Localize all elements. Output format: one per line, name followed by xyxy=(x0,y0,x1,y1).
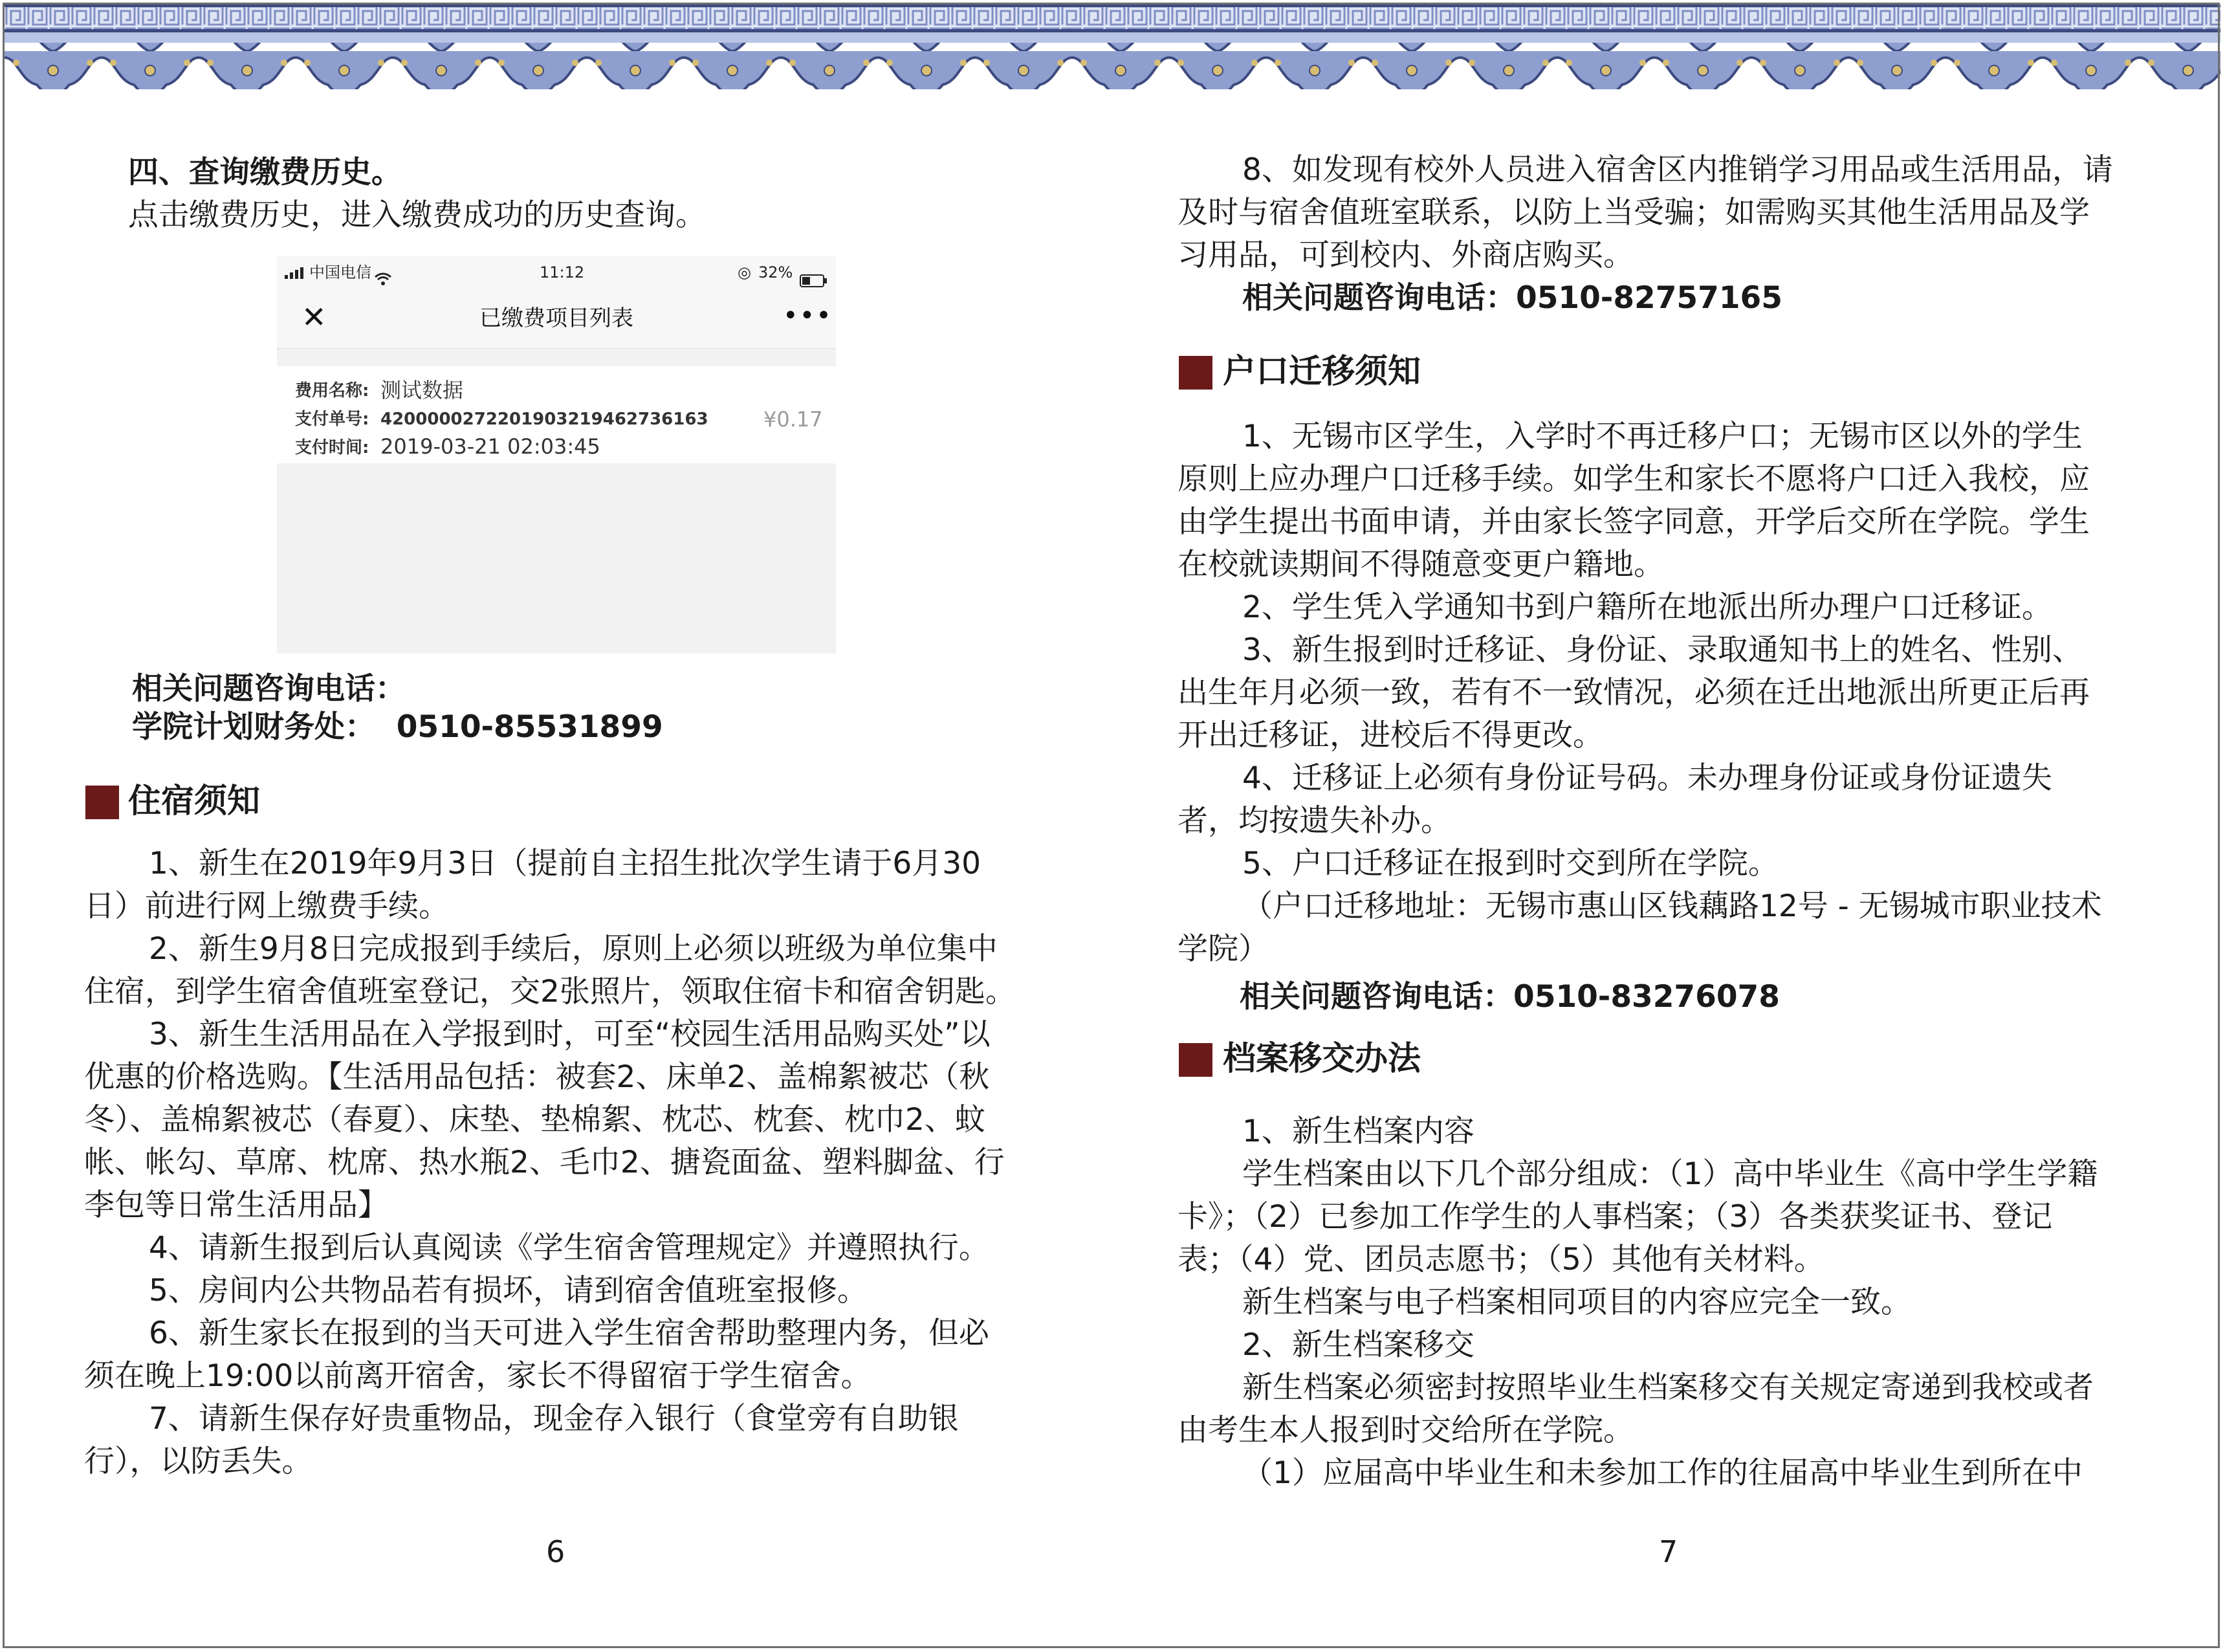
hukou-line: 1、无锡市区学生，入学时不再迁移户口；无锡市区以外的学生 xyxy=(1242,419,2083,454)
housing-line: 须在晚上19:00以前离开宿舍，家长不得留宿于学生宿舍。 xyxy=(84,1358,871,1394)
housing-line: 住宿，到学生宿舍值班室登记，交2张照片，领取住宿卡和宿舍钥匙。 xyxy=(84,974,1016,1009)
payment-history-screenshot xyxy=(277,256,836,654)
hukou-line: 2、学生凭入学通知书到户籍所在地派出所办理户口迁移证。 xyxy=(1242,589,2052,625)
fee-name-value: 测试数据 xyxy=(380,378,464,402)
archive-line: （1）应届高中毕业生和未参加工作的往届高中毕业生到所在中 xyxy=(1242,1455,2083,1491)
housing-line: 日）前进行网上缴费手续。 xyxy=(84,888,449,924)
housing-line: 5、房间内公共物品若有损坏，请到宿舍值班室报修。 xyxy=(149,1273,868,1308)
housing-line: 冬）、盖棉絮被芯（春夏）、床垫、垫棉絮、枕芯、枕套、枕巾2、蚊 xyxy=(84,1102,985,1138)
housing-line: 1、新生在2019年9月3日（提前自主招生批次学生请于6月30 xyxy=(149,846,981,881)
housing-heading: 住宿须知 xyxy=(128,782,261,820)
archive-line: 新生档案必须密封按照毕业生档案移交有关规定寄递到我校或者 xyxy=(1242,1370,2094,1405)
hukou-line: 学院） xyxy=(1178,931,1269,967)
housing-line: 行），以防丢失。 xyxy=(84,1444,312,1479)
phone-nav-bar xyxy=(277,289,836,349)
payment-time-label: 支付时间: xyxy=(295,438,369,457)
hukou-line: 开出迁移证，进校后不得更改。 xyxy=(1178,718,1603,753)
order-number-value: 4200000272201903219462736163 xyxy=(380,410,708,429)
page-number: 7 xyxy=(1659,1534,1678,1569)
hukou-line: 由学生提出书面申请，并由家长签字同意，开学后交所在学院。学生 xyxy=(1178,504,2090,540)
housing-line: 3、新生生活用品在入学报到时，可至“校园生活用品购买处”以 xyxy=(149,1017,991,1052)
close-icon[interactable]: ✕ xyxy=(301,300,327,335)
hukou-line: 在校就读期间不得随意变更户籍地。 xyxy=(1178,547,1664,582)
hukou-line: 5、户口迁移证在报到时交到所在学院。 xyxy=(1242,846,1779,881)
archive-line: 新生档案与电子档案相同项目的内容应完全一致。 xyxy=(1242,1284,1911,1320)
finance-contact-line: 学院计划财务处： 0510-85531899 xyxy=(132,709,663,745)
hukou-contact: 相关问题咨询电话：0510-83276078 xyxy=(1240,979,1780,1015)
dorm-contact: 相关问题咨询电话：0510-82757165 xyxy=(1242,280,1782,316)
archive-heading: 档案移交办法 xyxy=(1223,1040,1421,1078)
hukou-line: 原则上应办理户口迁移手续。如学生和家长不愿将户口迁入我校，应 xyxy=(1178,461,2090,497)
housing-line: 4、请新生报到后认真阅读《学生宿舍管理规定》并遵照执行。 xyxy=(149,1230,989,1266)
dorm-notice-line: 习用品，可到校内、外商店购买。 xyxy=(1178,237,1634,273)
finance-contact-label: 相关问题咨询电话： xyxy=(132,671,406,707)
housing-line: 优惠的价格选购。【生活用品包括：被套2、床单2、盖棉絮被芯（秋 xyxy=(84,1059,990,1095)
hukou-line: 3、新生报到时迁移证、身份证、录取通知书上的姓名、性别、 xyxy=(1242,632,2083,668)
hukou-line: （户口迁移地址：无锡市惠山区钱藕路12号 - 无锡城市职业技术 xyxy=(1242,888,2102,924)
battery-percent: 32% xyxy=(758,263,793,281)
housing-line: 6、新生家长在报到的当天可进入学生宿舍帮助整理内务，但必 xyxy=(149,1316,989,1351)
archive-line: 由考生本人报到时交给所在学院。 xyxy=(1178,1413,1634,1448)
housing-line: 帐、帐勾、草席、枕席、热水瓶2、毛巾2、搪瓷面盆、塑料脚盆、行 xyxy=(84,1145,1005,1180)
signal-icon xyxy=(285,256,304,289)
hukou-line: 者，均按遗失补办。 xyxy=(1178,803,1451,839)
dorm-notice-line: 及时与宿舍值班室联系，以防上当受骗；如需购买其他生活用品及学 xyxy=(1178,195,2090,230)
section-marker xyxy=(85,786,119,819)
section4-title: 四、查询缴费历史。 xyxy=(128,155,402,190)
page-number: 6 xyxy=(546,1534,565,1569)
section4-description: 点击缴费历史，进入缴费成功的历史查询。 xyxy=(128,197,706,233)
phone-status-bar xyxy=(277,256,836,289)
housing-line: 李包等日常生活用品】 xyxy=(84,1187,388,1223)
hukou-line: 4、迁移证上必须有身份证号码。未办理身份证或身份证遗失 xyxy=(1242,760,2052,796)
payment-record-card[interactable] xyxy=(277,366,836,463)
archive-line: 1、新生档案内容 xyxy=(1242,1114,1474,1149)
orientation-lock-icon: ◎ xyxy=(738,263,751,281)
archive-line: 卡》；（2）已参加工作学生的人事档案；（3）各类获奖证书、登记 xyxy=(1178,1199,2053,1235)
archive-line: 学生档案由以下几个部分组成：（1）高中毕业生《高中学生学籍 xyxy=(1242,1156,2098,1192)
hukou-heading: 户口迁移须知 xyxy=(1223,353,1421,391)
housing-line: 7、请新生保存好贵重物品，现金存入银行（食堂旁有自助银 xyxy=(149,1401,959,1437)
section-marker xyxy=(1179,356,1212,390)
dorm-notice-line: 8、如发现有校外人员进入宿舍区内推销学习用品或生活用品，请 xyxy=(1242,152,2113,188)
carrier-name: 中国电信 xyxy=(309,263,371,281)
section-marker xyxy=(1179,1043,1212,1077)
fee-name-label: 费用名称: xyxy=(295,381,369,401)
status-time: 11:12 xyxy=(540,263,585,281)
archive-line: 2、新生档案移交 xyxy=(1242,1327,1474,1363)
archive-line: 表；（4）党、团员志愿书；（5）其他有关材料。 xyxy=(1178,1242,1825,1277)
order-number-label: 支付单号: xyxy=(295,410,369,429)
more-icon[interactable]: ••• xyxy=(783,301,833,331)
screen-title: 已缴费项目列表 xyxy=(479,305,633,331)
payment-amount: ¥0.17 xyxy=(763,407,823,432)
hukou-line: 出生年月必须一致，若有不一致情况，必须在迁出地派出所更正后再 xyxy=(1178,675,2090,710)
housing-line: 2、新生9月8日完成报到手续后，原则上必须以班级为单位集中 xyxy=(149,931,998,967)
payment-time-value: 2019-03-21 02:03:45 xyxy=(380,434,600,459)
